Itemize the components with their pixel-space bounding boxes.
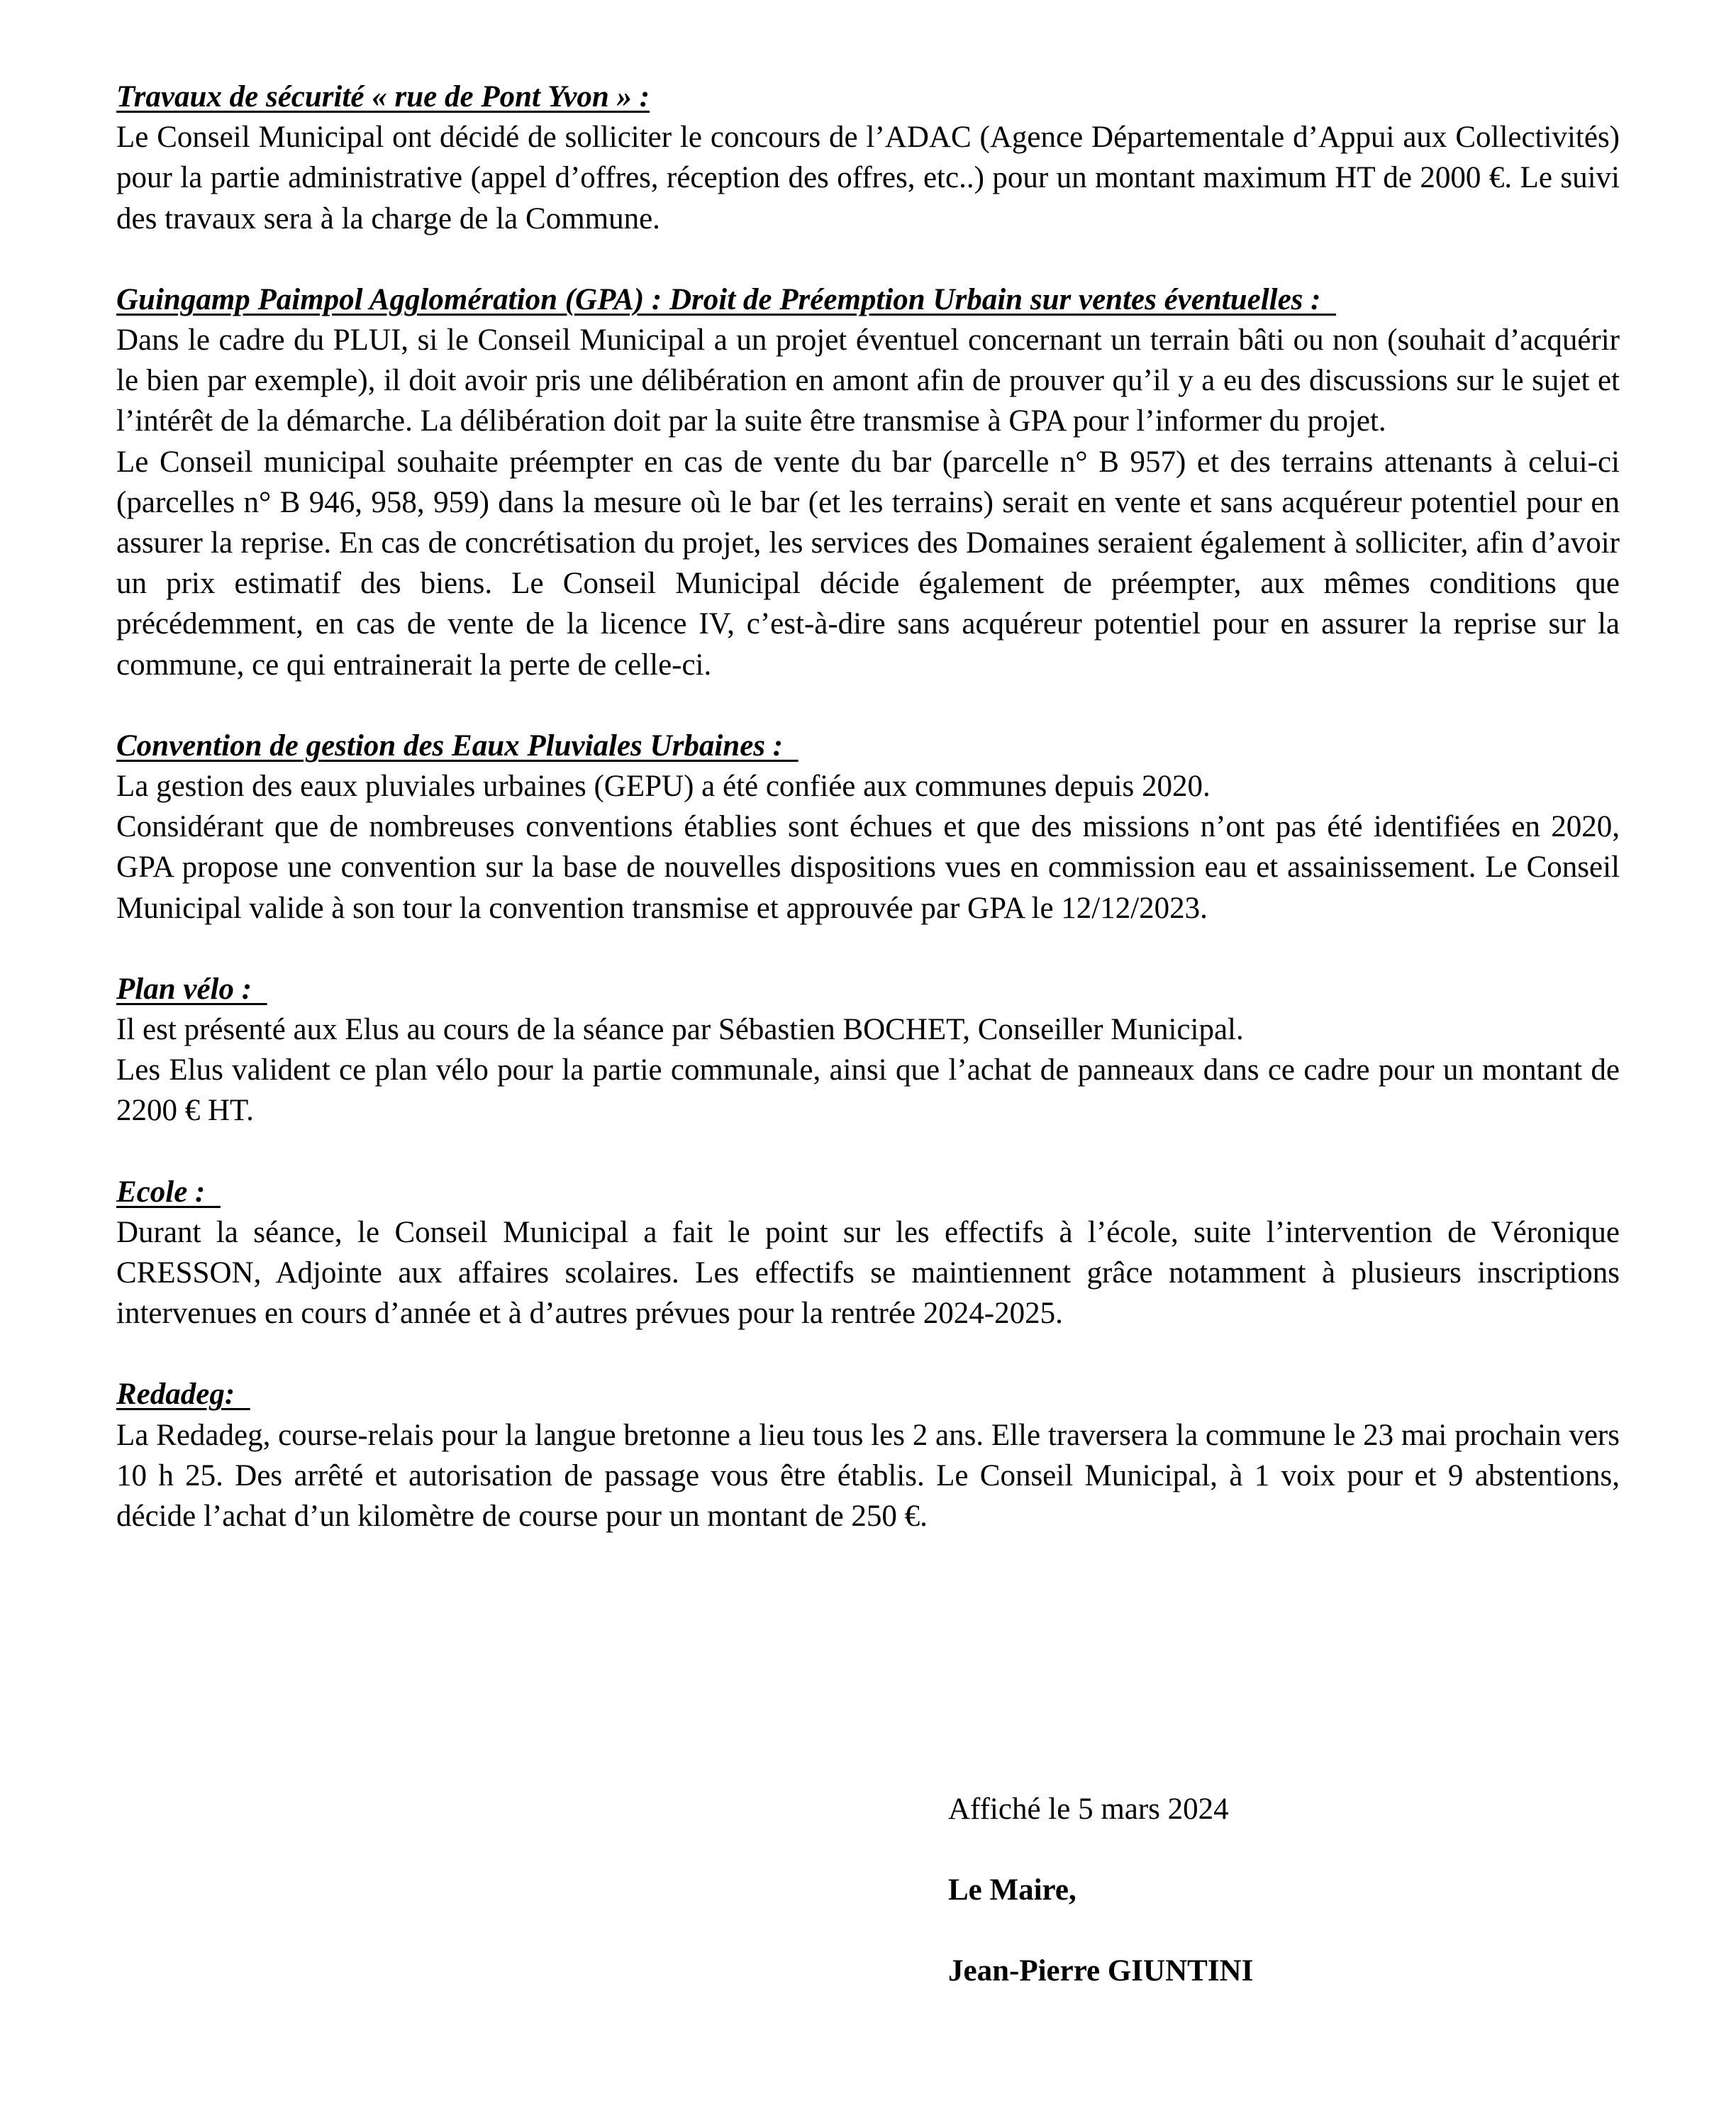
section-droit-preemption [116,279,1620,685]
section-paragraph: Le Conseil Municipal ont décidé de solliciter le concours de l’ADAC (Agence Départementale d’Appui aux Collectivités) pour la partie administrative (appel d’offres, réception des offres, etc..) pour un montant maximum HT de 2000 €. Le suivi des travaux sera à la charge de la Commune. [116,121,1620,236]
section-paragraph: Dans le cadre du PLUI, si le Conseil Municipal a un projet éventuel concernant un terrain bâti ou non (souhait d’acquérir le bien par exemple), il doit avoir pris une délibération en amont afin de prouver qu’il y a eu des discussions sur le sujet et l’intérêt de la démarche. La délibération doit par la suite être transmise à GPA pour l’informer du projet. [116,323,1620,438]
section-paragraph: Considérant que de nombreuses conventions établies sont échues et que des missions n’ont pas été identifiées en 2020, GPA propose une convention sur la base de nouvelles dispositions vues en commission eau et assainissement. Le Conseil Municipal valide à son tour la convention transmise et approuvée par GPA le 12/12/2023. [116,810,1620,925]
section-ecole [116,1172,1620,1334]
section-travaux-securite [116,77,1620,239]
section-paragraph: Durant la séance, le Conseil Municipal a fait le point sur les effectifs à l’école, suite l’intervention de Véronique CRESSON, Adjointe aux affaires scolaires. Les effectifs se maintiennent grâce notamment à plusieurs inscriptions intervenues en cours d’année et à d’autres prévues pour la rentrée 2024-2025. [116,1215,1620,1331]
section-paragraph: La Redadeg, course-relais pour la langue bretonne a lieu tous les 2 ans. Elle traversera la commune le 23 mai prochain vers 10 h 25. Des arrêté et autorisation de passage vous être établis. Le Conseil Municipal, à 1 voix pour et 9 abstentions, décide l’achat d’un kilomètre de course pour un montant de 250 €. [116,1418,1620,1534]
section-heading: Ecole : [116,1175,221,1209]
section-redadeg [116,1374,1620,1536]
section-paragraph: Le Conseil municipal souhaite préempter en cas de vente du bar (parcelle n° B 957) et des terrains attenants à celui-ci (parcelles n° B 946, 958, 959) dans la mesure où le bar (et les terrains) serait en vente et sans acquéreur potentiel pour en assurer la reprise. En cas de concrétisation du projet, les services des Domaines seraient également à solliciter, afin d’avoir un prix estimatif des biens. Le Conseil Municipal décide également de préempter, aux mêmes conditions que précédemment, en cas de vente de la licence IV, c’est-à-dire sans acquéreur potentiel pour en assurer la reprise sur la commune, ce qui entrainerait la perte de celle-ci. [116,445,1620,682]
section-plan-velo [116,969,1620,1131]
minutes-body [116,77,1620,1577]
section-paragraph: La gestion des eaux pluviales urbaines (GEPU) a été confiée aux communes depuis 2020. [116,770,1211,804]
section-paragraph: Il est présenté aux Elus au cours de la séance par Sébastien BOCHET, Conseiller Municipal. [116,1013,1244,1047]
section-paragraph: Les Elus valident ce plan vélo pour la partie communale, ainsi que l’achat de panneaux dans ce cadre pour un montant de 2200 € HT. [116,1053,1620,1128]
mayor-name: Jean-Pierre GIUNTINI [948,1954,1254,1988]
signature-block [948,1789,1253,1991]
section-heading: Redadeg: [116,1378,250,1412]
mayor-title: Le Maire, [948,1873,1076,1907]
section-heading: Guingamp Paimpol Agglomération (GPA) : Droit de Préemption Urbain sur ventes éventuelles : [116,282,1336,316]
posted-date: Affiché le 5 mars 2024 [948,1793,1229,1826]
section-eaux-pluviales [116,726,1620,929]
section-heading: Plan vélo : [116,972,267,1006]
section-heading: Travaux de sécurité « rue de Pont Yvon » : [116,80,650,113]
section-heading: Convention de gestion des Eaux Pluviales Urbaines : [116,728,799,763]
